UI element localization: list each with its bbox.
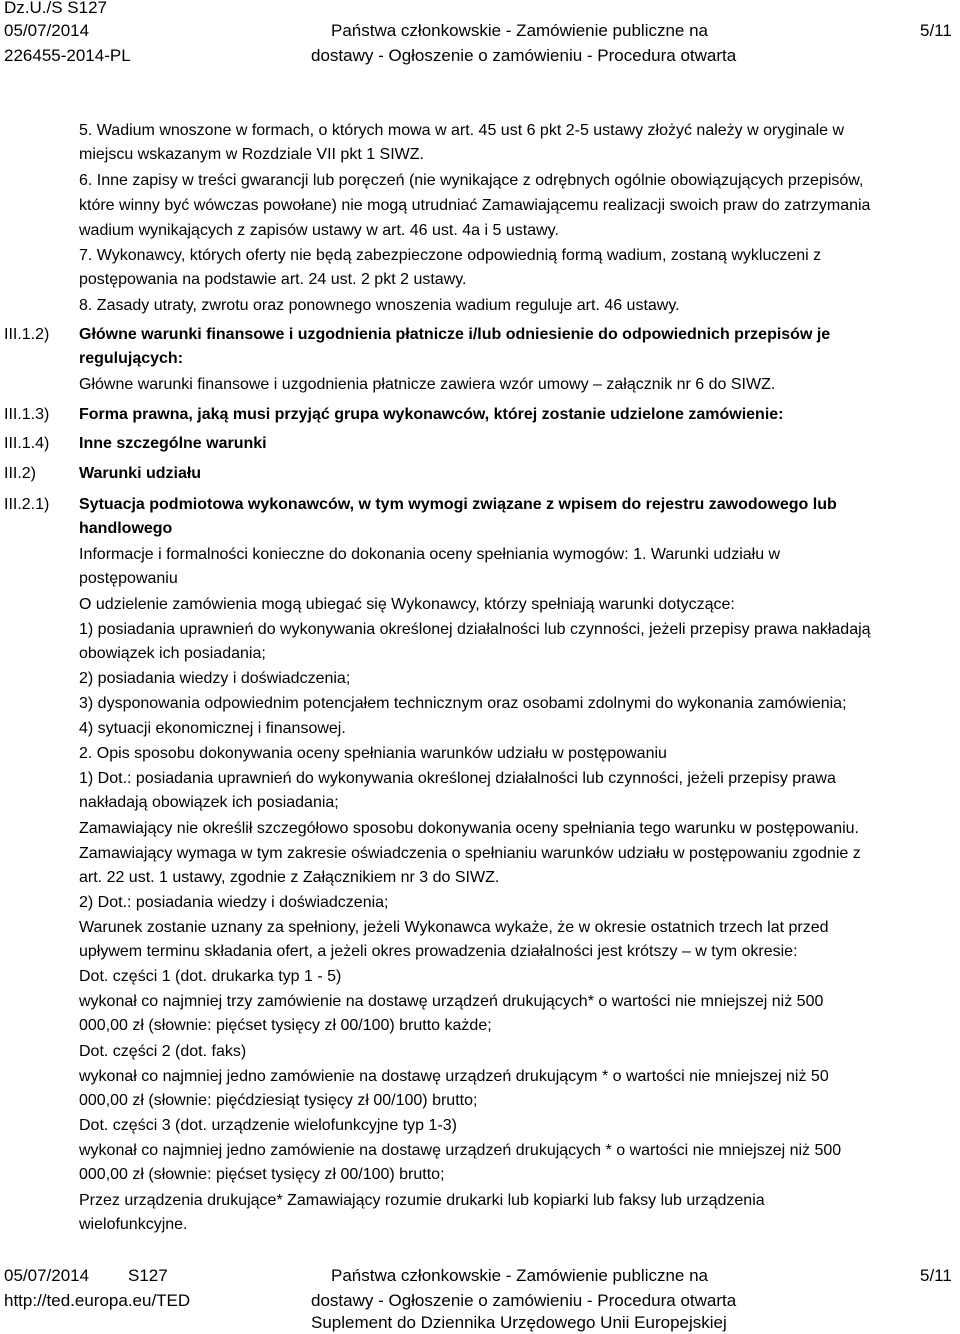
text-line: 2) Dot.: posiadania wiedzy i doświadczenia; <box>79 894 389 911</box>
text-line: 2. Opis sposobu dokonywania oceny spełniania warunków udziału w postępowaniu <box>79 745 667 762</box>
section-number: III.1.4) <box>4 435 50 452</box>
text-line: Zamawiający nie określił szczegółowo sposobu dokonywania oceny spełniania tego warunku w postępowaniu. <box>79 820 859 837</box>
text-line: wykonał co najmniej trzy zamówienie na dostawę urządzeń drukujących* o wartości nie mniejszej niż 500 <box>79 993 824 1010</box>
footer-url: http://ted.europa.eu/TED <box>4 1291 191 1310</box>
text-line: wielofunkcyjne. <box>79 1216 188 1233</box>
header-title-line2: dostawy - Ogłoszenie o zamówieniu - Procedura otwarta <box>311 46 737 65</box>
text-line: Warunek zostanie uznany za spełniony, jeżeli Wykonawca wykaże, że w okresie ostatnich trzech lat przed <box>79 919 829 936</box>
text-line: wykonał co najmniej jedno zamówienie na dostawę urządzeń drukujących * o wartości nie mniejszej niż 500 <box>79 1142 842 1159</box>
section-heading: Sytuacja podmiotowa wykonawców, w tym wymogi związane z wpisem do rejestru zawodowego lub <box>79 496 837 513</box>
section-number: III.2) <box>4 465 37 482</box>
text-line: które winny być wówczas powołane) nie mogą utrudniać Zamawiającemu realizacji swoich praw do zatrzymania <box>79 197 871 214</box>
text-line: 000,00 zł (słownie: pięćset tysięcy zł 00/100) brutto każde; <box>79 1017 492 1034</box>
section-number: III.1.2) <box>4 326 50 343</box>
header-date: 05/07/2014 <box>4 21 90 40</box>
text-line: 7. Wykonawcy, których oferty nie będą zabezpieczone odpowiednią formą wadium, zostaną wykluczeni z <box>79 247 822 264</box>
text-line: upływem terminu składania ofert, a jeżeli okres prowadzenia działalności jest krótszy – w tym okresie: <box>79 943 798 960</box>
text-line: Główne warunki finansowe i uzgodnienia płatnicze zawiera wzór umowy – załącznik nr 6 do SIWZ. <box>79 376 776 393</box>
notice-id: 226455-2014-PL <box>4 46 131 65</box>
text-line: miejscu wskazanym w Rozdziale VII pkt 1 SIWZ. <box>79 146 424 163</box>
header-title-line1: Państwa członkowskie - Zamówienie publiczne na <box>331 21 709 40</box>
text-line: 2) posiadania wiedzy i doświadczenia; <box>79 670 351 687</box>
footer-page-number: 5/11 <box>920 1266 952 1285</box>
journal-ref: Dz.U./S S127 <box>4 0 107 17</box>
text-line: Dot. części 2 (dot. faks) <box>79 1043 247 1060</box>
footer-title-line1: Państwa członkowskie - Zamówienie publiczne na <box>331 1266 709 1285</box>
section-number: III.1.3) <box>4 406 50 423</box>
section-heading: regulujących: <box>79 350 184 367</box>
text-line: O udzielenie zamówienia mogą ubiegać się Wykonawcy, którzy spełniają warunki dotyczące: <box>79 596 735 613</box>
text-line: 6. Inne zapisy w treści gwarancji lub poręczeń (nie wynikające z odrębnych ogólnie obowiązujących przepisów, <box>79 172 864 189</box>
text-line: nakładają obowiązek ich posiadania; <box>79 794 339 811</box>
section-heading: Forma prawna, jaką musi przyjąć grupa wykonawców, której zostanie udzielone zamówienie: <box>79 406 784 423</box>
text-line: 5. Wadium wnoszone w formach, o których mowa w art. 45 ust 6 pkt 2-5 ustawy złożyć należy w oryginale w <box>79 122 845 139</box>
text-line: Przez urządzenia drukujące* Zamawiający rozumie drukarki lub kopiarki lub faksy lub urządzenia <box>79 1192 765 1209</box>
text-line: postępowaniu <box>79 570 178 587</box>
text-line: Dot. części 3 (dot. urządzenie wielofunkcyjne typ 1-3) <box>79 1117 457 1134</box>
section-heading: Warunki udziału <box>79 465 202 482</box>
footer-title-line2: dostawy - Ogłoszenie o zamówieniu - Procedura otwarta <box>311 1291 737 1310</box>
text-line: art. 22 ust. 1 ustawy, zgodnie z Załącznikiem nr 3 do SIWZ. <box>79 869 500 886</box>
text-line: 4) sytuacji ekonomicznej i finansowej. <box>79 720 346 737</box>
text-line: Dot. części 1 (dot. drukarka typ 1 - 5) <box>79 968 342 985</box>
header-page-number: 5/11 <box>920 21 952 40</box>
section-heading: Główne warunki finansowe i uzgodnienia płatnicze i/lub odniesienie do odpowiednich przepisów je <box>79 326 831 343</box>
text-line: 000,00 zł (słownie: pięćdziesiąt tysięcy zł 00/100) brutto; <box>79 1092 478 1109</box>
text-line: 1) Dot.: posiadania uprawnień do wykonywania określonej działalności lub czynności, jeżeli przepisy prawa <box>79 770 836 787</box>
text-line: Informacje i formalności konieczne do dokonania oceny spełniania wymogów: 1. Warunki udziału w <box>79 546 781 563</box>
footer-date: 05/07/2014 <box>4 1266 90 1285</box>
text-line: 3) dysponowania odpowiednim potencjałem technicznym oraz osobami zdolnymi do wykonania zamówienia; <box>79 695 847 712</box>
section-number: III.2.1) <box>4 496 50 513</box>
text-line: postępowania na podstawie art. 24 ust. 2 pkt 2 ustawy. <box>79 271 467 288</box>
footer-series: S127 <box>128 1266 168 1285</box>
section-heading: Inne szczególne warunki <box>79 435 267 452</box>
text-line: 1) posiadania uprawnień do wykonywania określonej działalności lub czynności, jeżeli przepisy prawa nakładają <box>79 621 871 638</box>
text-line: 000,00 zł (słownie: pięćset tysięcy zł 00/100) brutto; <box>79 1166 445 1183</box>
section-heading: handlowego <box>79 520 173 537</box>
text-line: Zamawiający wymaga w tym zakresie oświadczenia o spełnianiu warunków udziału w postępowaniu zgodnie z <box>79 845 861 862</box>
text-line: obowiązek ich posiadania; <box>79 645 266 662</box>
footer-supplement: Suplement do Dziennika Urzędowego Unii Europejskiej <box>311 1313 727 1332</box>
text-line: wykonał co najmniej jedno zamówienie na dostawę urządzeń drukującym * o wartości nie mniejszej niż 50 <box>79 1068 829 1085</box>
text-line: wadium wynikających z zapisów ustawy w art. 46 ust. 4a i 5 ustawy. <box>79 222 559 239</box>
text-line: 8. Zasady utraty, zwrotu oraz ponownego wnoszenia wadium reguluje art. 46 ustawy. <box>79 297 680 314</box>
